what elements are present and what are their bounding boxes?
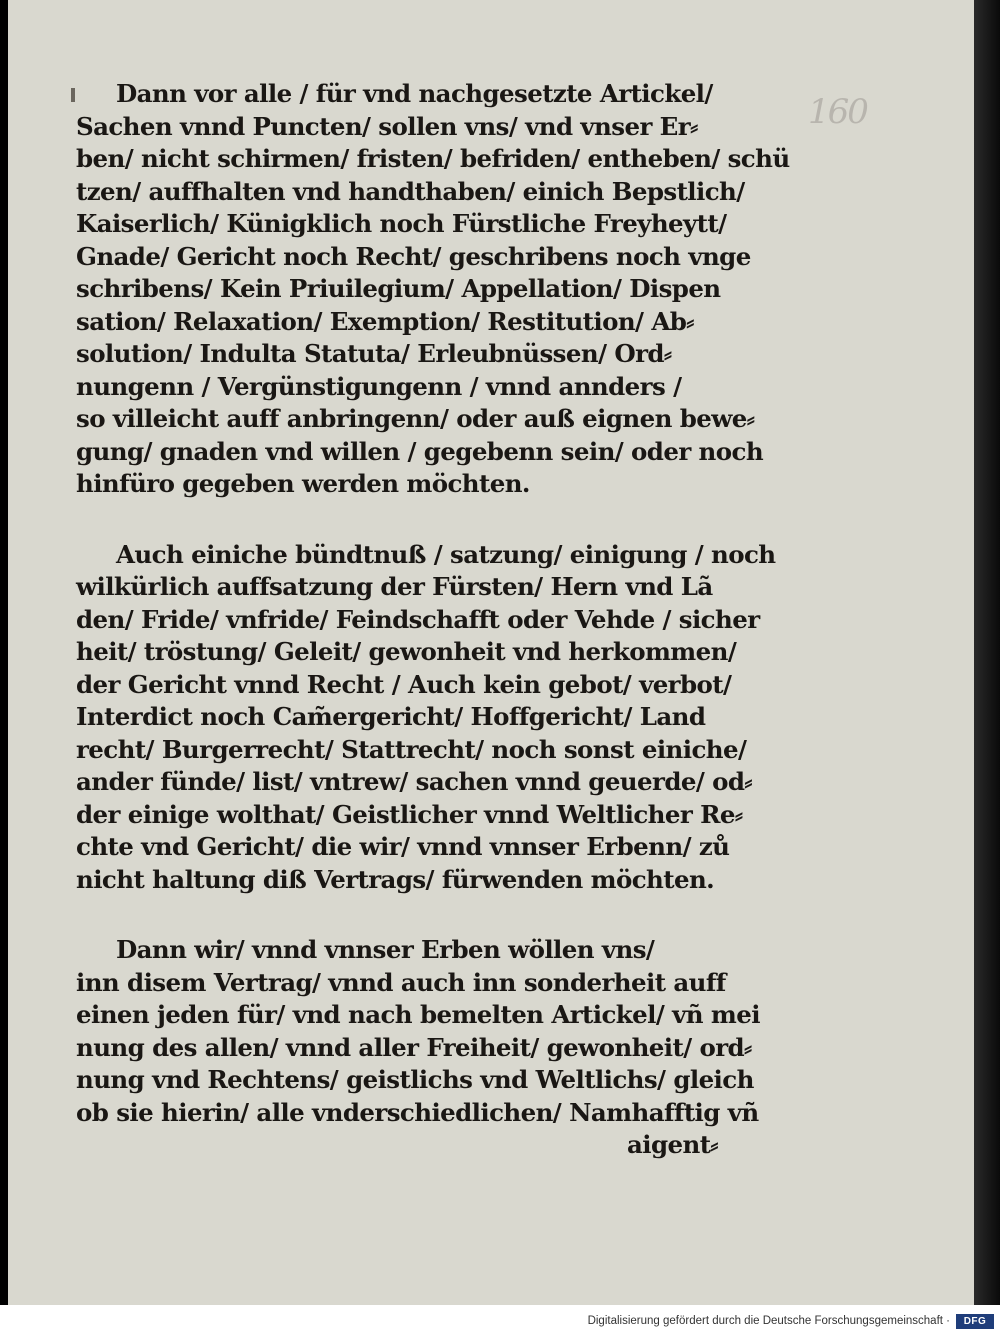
text-line: Gnade/ Gericht noch Recht/ geschribens noch vnge (76, 241, 751, 271)
page-edge-shadow (974, 0, 1000, 1305)
text-line: chte vnd Gericht/ die wir/ vnnd vnnser Erbenn/ zů (76, 832, 730, 861)
text-line: Dann wir/ vnnd vnnser Erben wöllen vns/ (116, 935, 655, 964)
text-line: der einige wolthat/ Geistlicher vnnd Weltlicher Re⸗ (76, 799, 743, 829)
text-line: solution/ Indulta Statuta/ Erleubnüssen/ Ord⸗ (76, 339, 672, 368)
text-line: inn disem Vertrag/ vnnd auch inn sonderheit auff (76, 967, 726, 997)
text-line: ander fünde/ list/ vntrew/ sachen vnnd geuerde/ od⸗ (76, 767, 752, 796)
funding-credit: Digitalisierung gefördert durch die Deutsche Forschungsgemeinschaft · (587, 1315, 950, 1327)
catchword: aigent⸗ (627, 1130, 718, 1159)
text-line: hinfüro gegeben werden möchten. (76, 469, 530, 498)
text-line: recht/ Burgerrecht/ Stattrecht/ noch sonst einiche/ (76, 734, 747, 764)
text-line: den/ Fride/ vnfride/ Feindschafft oder Vehde / sicher (76, 604, 760, 634)
text-line: so villeicht auff anbringenn/ oder auß eignen bewe⸗ (76, 404, 755, 433)
text-line: einen jeden für/ vnd nach bemelten Artickel/ vñ mei (76, 1000, 760, 1029)
text-line: nung des allen/ vnnd aller Freiheit/ gewonheit/ ord⸗ (76, 1032, 752, 1062)
dfg-logo: DFG (956, 1314, 994, 1329)
text-line: Sachen vnnd Puncten/ sollen vns/ vnd vnser Er⸗ (76, 111, 698, 141)
margin-mark (71, 88, 75, 102)
text-line: Interdict noch Cam̃ergericht/ Hoffgericht/ Land (76, 702, 706, 731)
paragraph-2 (76, 539, 776, 897)
paragraph-1 (76, 78, 790, 501)
text-line: Dann vor alle / für vnd nachgesetzte Artickel/ (116, 79, 713, 108)
folio-number: 160 (808, 92, 867, 132)
text-line: der Gericht vnnd Recht / Auch kein gebot/ verbot/ (76, 669, 732, 699)
text-line: gung/ gnaden vnd willen / gegebenn sein/ oder noch (76, 436, 764, 466)
text-line: nung vnd Rechtens/ geistlichs vnd Weltlichs/ gleich (76, 1065, 754, 1094)
text-line: tzen/ auffhalten vnd handthaben/ einich Bepstlich/ (76, 176, 745, 206)
text-line: heit/ tröstung/ Geleit/ gewonheit vnd herkommen/ (76, 637, 737, 666)
footer-bar (0, 1305, 1000, 1338)
text-line: Auch einiche bündtnuß / satzung/ einigung / noch (116, 539, 776, 569)
text-line: schribens/ Kein Priuilegium/ Appellation/ Dispen (76, 274, 721, 303)
text-line: nicht haltung diß Vertrags/ fürwenden möchten. (76, 864, 715, 894)
text-line: sation/ Relaxation/ Exemption/ Restitution/ Ab⸗ (76, 306, 694, 336)
text-line: ben/ nicht schirmen/ fristen/ befriden/ entheben/ schü (76, 144, 790, 173)
text-line: Kaiserlich/ Künigklich noch Fürstliche Freyheytt/ (76, 209, 727, 238)
text-block (76, 78, 790, 1200)
text-line: wilkürlich auffsatzung der Fürsten/ Hern vnd Lã (76, 572, 713, 601)
paragraph-3 (76, 934, 760, 1162)
text-line: ob sie hierin/ alle vnderschiedlichen/ Namhafftig vñ (76, 1097, 759, 1127)
text-line: nungenn / Vergünstigungenn / vnnd annders / (76, 371, 682, 401)
